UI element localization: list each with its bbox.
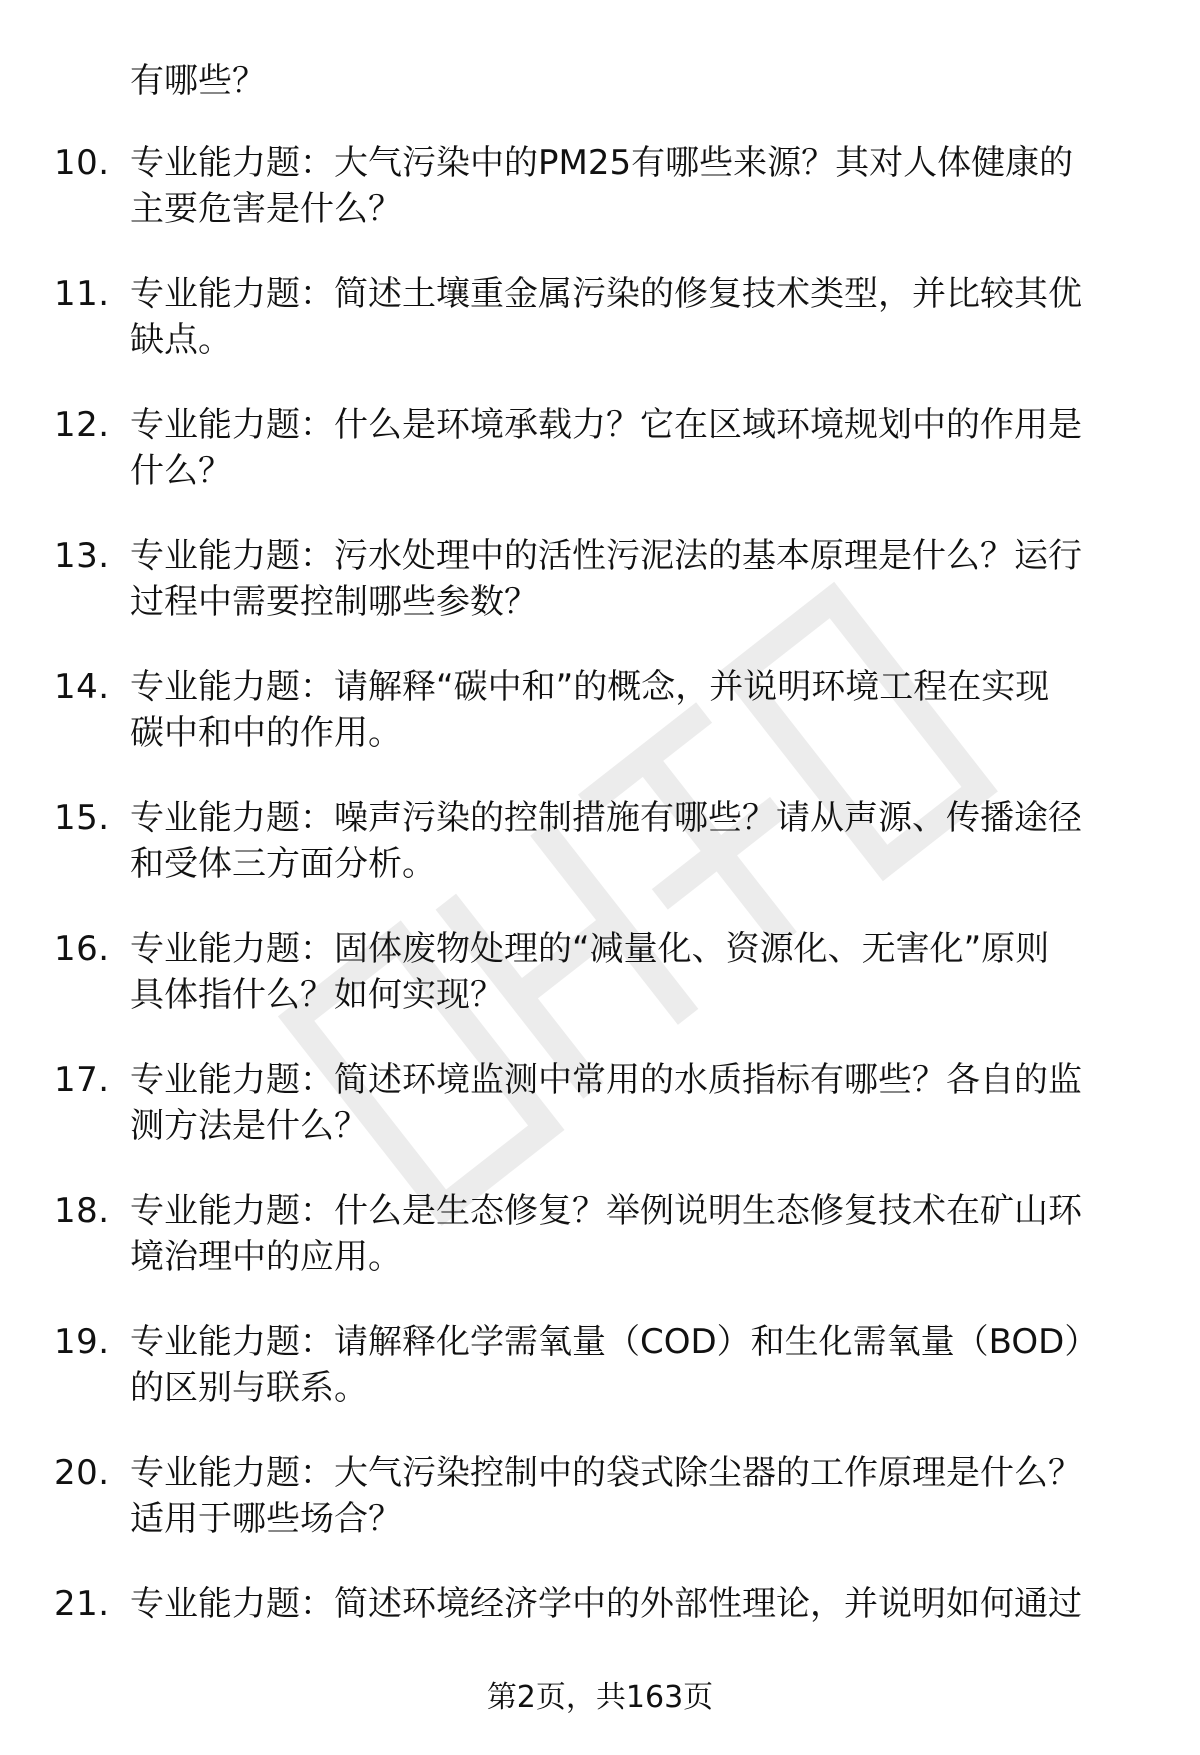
list-item [0, 402, 1200, 533]
list-item [0, 1319, 1200, 1450]
item-text-line: 碳中和中的作用。 [130, 713, 402, 753]
list-item [0, 140, 1200, 271]
continuation-text: 有哪些？ [130, 61, 266, 101]
page-footer: 第2页，共163页 [486, 1680, 714, 1715]
item-text [130, 1188, 1140, 1280]
item-text-line: 专业能力题：请解释化学需氧量（COD）和生化需氧量（BOD） [130, 1322, 1099, 1362]
item-text-line: 专业能力题：固体废物处理的“减量化、资源化、无害化”原则 [130, 929, 1050, 969]
item-number: 21. [54, 1584, 110, 1624]
item-text [130, 402, 1140, 494]
item-text-line: 专业能力题：什么是环境承载力？它在区域环境规划中的作用是 [130, 405, 1082, 445]
item-number: 13. [54, 536, 110, 576]
item-text-line: 专业能力题：污水处理中的活性污泥法的基本原理是什么？运行 [130, 536, 1082, 576]
list-item [0, 795, 1200, 926]
item-text-line: 专业能力题：请解释“碳中和”的概念，并说明环境工程在实现 [130, 667, 1050, 707]
item-text [130, 140, 1140, 232]
item-text [130, 1057, 1140, 1149]
item-text [130, 795, 1140, 887]
item-text-line: 专业能力题：噪声污染的控制措施有哪些？请从声源、传播途径 [130, 798, 1082, 838]
item-text [130, 533, 1140, 625]
item-text [130, 1581, 1140, 1627]
item-text-line: 专业能力题：大气污染控制中的袋式除尘器的工作原理是什么？ [130, 1453, 1082, 1493]
list-item [0, 533, 1200, 664]
list-item [0, 1450, 1200, 1581]
item-text-line: 过程中需要控制哪些参数？ [130, 582, 538, 622]
item-text [130, 271, 1140, 363]
item-text [130, 664, 1140, 756]
item-number: 12. [54, 405, 110, 445]
list-item [0, 926, 1200, 1057]
item-text-line: 和受体三方面分析。 [130, 844, 436, 884]
item-text [130, 1450, 1140, 1542]
item-number: 16. [54, 929, 110, 969]
item-text-line: 适用于哪些场合？ [130, 1499, 402, 1539]
item-text-line: 境治理中的应用。 [130, 1237, 402, 1277]
item-number: 20. [54, 1453, 110, 1493]
item-text-line: 的区别与联系。 [130, 1368, 368, 1408]
item-text-line: 什么？ [130, 451, 232, 491]
item-number: 19. [54, 1322, 110, 1362]
item-text [130, 1319, 1140, 1411]
item-text-line: 测方法是什么？ [130, 1106, 368, 1146]
list-item [0, 1057, 1200, 1188]
item-number: 10. [54, 143, 110, 183]
item-text-line: 主要危害是什么？ [130, 189, 402, 229]
item-number: 17. [54, 1060, 110, 1100]
item-text-line: 专业能力题：什么是生态修复？举例说明生态修复技术在矿山环 [130, 1191, 1082, 1231]
list-item [0, 271, 1200, 402]
item-text [130, 926, 1140, 1018]
item-number: 15. [54, 798, 110, 838]
item-text-line: 具体指什么？如何实现？ [130, 975, 504, 1015]
item-text-line: 专业能力题：大气污染中的PM25有哪些来源？其对人体健康的 [130, 143, 1074, 183]
list-item [0, 1188, 1200, 1319]
item-text-line: 专业能力题：简述土壤重金属污染的修复技术类型，并比较其优 [130, 274, 1082, 314]
item-number: 14. [54, 667, 110, 707]
item-text-line: 专业能力题：简述环境经济学中的外部性理论，并说明如何通过 [130, 1584, 1082, 1624]
list-item [0, 664, 1200, 795]
item-number: 11. [54, 274, 110, 314]
item-number: 18. [54, 1191, 110, 1231]
question-list [0, 140, 1200, 1712]
item-text-line: 专业能力题：简述环境监测中常用的水质指标有哪些？各自的监 [130, 1060, 1082, 1100]
item-text-line: 缺点。 [130, 320, 232, 360]
